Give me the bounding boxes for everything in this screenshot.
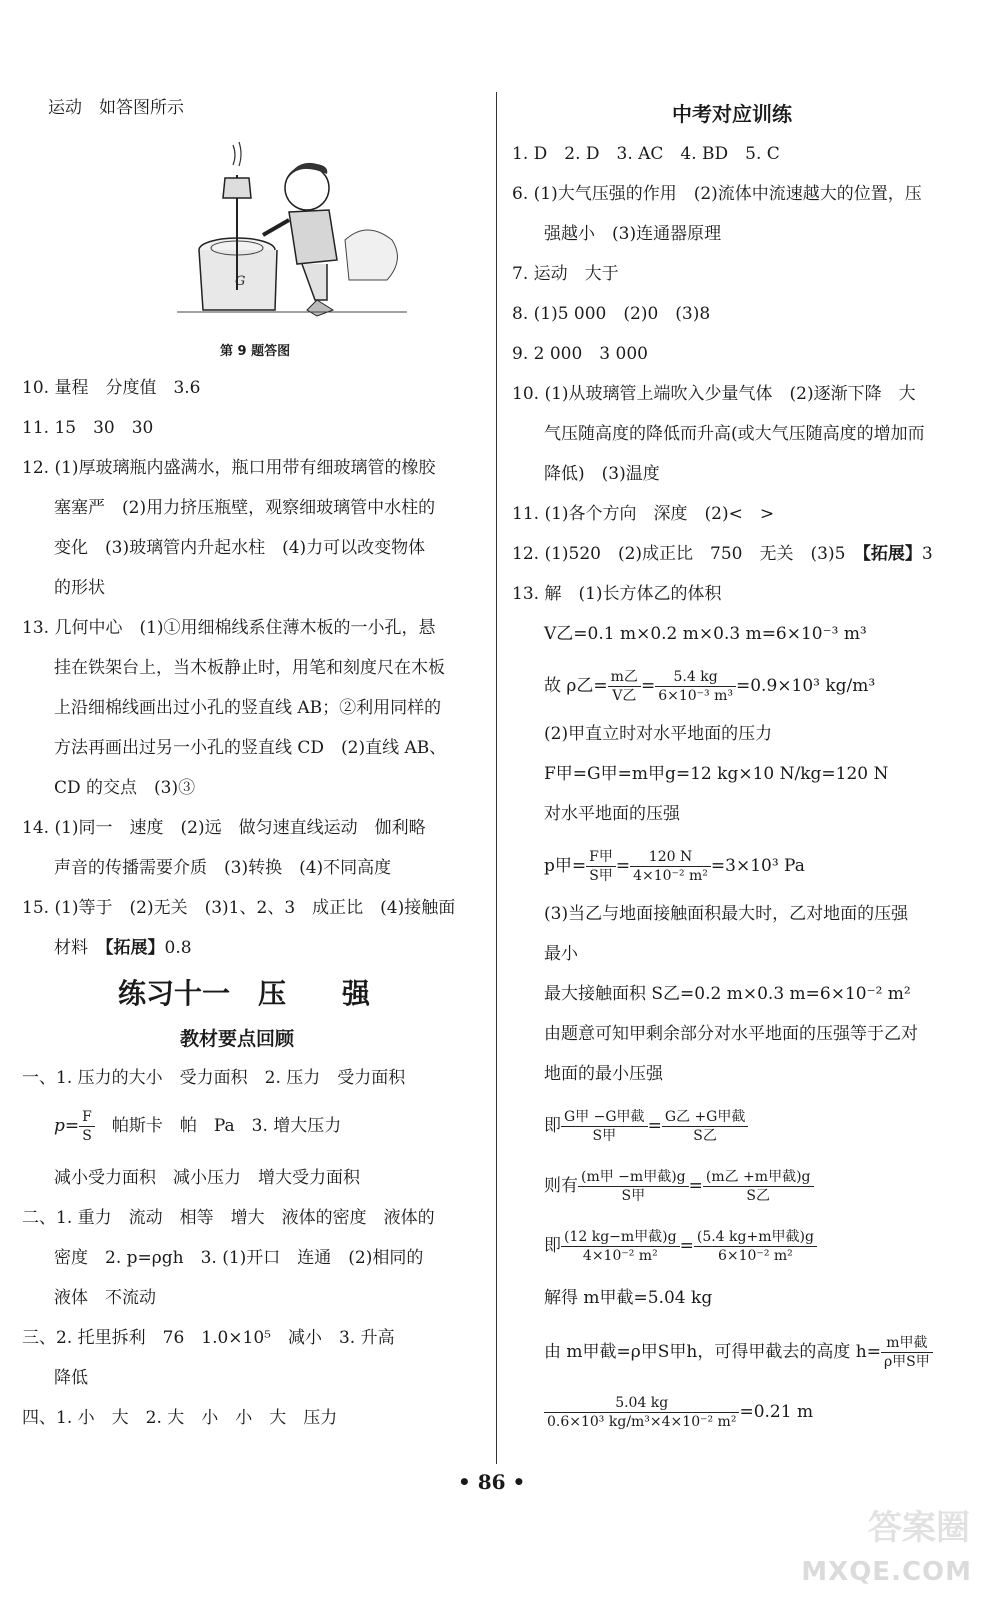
- answer-13-line1: 13. 几何中心 (1)①用细棉线系住薄木板的一小孔，悬: [22, 618, 436, 638]
- answer-12-line1: 12. (1)厚玻璃瓶内盛满水，瓶口用带有细玻璃管的橡胶: [22, 458, 436, 478]
- denominator: 6×10⁻³ m³: [658, 688, 733, 704]
- review-1-line2: [22, 1108, 341, 1145]
- answer-12-line4: 的形状: [54, 578, 105, 598]
- answer-14-line2: 声音的传播需要介质 (3)转换 (4)不同高度: [54, 858, 392, 878]
- text-line: 运动 如答图所示: [48, 98, 184, 118]
- fraction: [655, 668, 736, 705]
- section-title: 练习十一 压 强: [118, 977, 371, 1010]
- answer-12: [512, 542, 933, 566]
- right-title: 中考对应训练: [672, 102, 792, 126]
- reasoning-line2: 地面的最小压强: [544, 1064, 663, 1084]
- denominator: ρ甲S甲: [883, 1354, 930, 1370]
- figure-boy-axe-stump: [177, 140, 407, 322]
- text: p=: [54, 1116, 80, 1136]
- numerator: G甲 −G甲截: [561, 1108, 648, 1127]
- review-2-line2: 密度 2. p=ρgh 3. (1)开口 连通 (2)相同的: [54, 1248, 424, 1268]
- review-2-line3: 液体 不流动: [54, 1288, 156, 1308]
- text: 则有: [544, 1176, 578, 1196]
- answer-13-line2: 挂在铁架台上，当木板静止时，用笔和刻度尺在木板: [54, 658, 445, 678]
- numerator: 120 N: [630, 848, 711, 867]
- denominator: 4×10⁻² m²: [633, 868, 708, 884]
- numerator: F: [79, 1108, 95, 1127]
- volume-equation: V乙=0.1 m×0.2 m×0.3 m=6×10⁻³ m³: [544, 624, 867, 644]
- fraction: [561, 1108, 648, 1145]
- answer-15-line1: 15. (1)等于 (2)无关 (3)1、2、3 成正比 (4)接触面: [22, 898, 456, 918]
- review-2-line1: 二、1. 重力 流动 相等 增大 液体的密度 液体的: [22, 1208, 435, 1228]
- denominator: S乙: [746, 1188, 770, 1204]
- equation-1: [512, 1108, 748, 1145]
- denominator: S甲: [589, 868, 613, 884]
- text: =: [688, 1176, 703, 1196]
- part-3-line1: (3)当乙与地面接触面积最大时，乙对地面的压强: [544, 904, 909, 924]
- fraction: [703, 1168, 814, 1205]
- denominator: S甲: [621, 1188, 646, 1204]
- text: 12. (1)520 (2)成正比 750 无关 (3)5: [512, 544, 863, 564]
- review-1-line3: 减小受力面积 减小压力 增大受力面积: [54, 1168, 360, 1188]
- review-3-line2: 降低: [54, 1368, 88, 1388]
- section-subtitle: 教材要点回顾: [180, 1028, 295, 1050]
- answer-14-line1: 14. (1)同一 速度 (2)远 做匀速直线运动 伽利略: [22, 818, 426, 838]
- fraction-f-over-s: [79, 1108, 95, 1145]
- text: =: [679, 1236, 694, 1256]
- denominator: V乙: [612, 688, 637, 704]
- numerator: 5.04 kg: [544, 1394, 739, 1413]
- answer-9: 9. 2 000 3 000: [512, 344, 648, 364]
- text: 由 m甲截=ρ甲S甲h，可得甲截去的高度 h=: [544, 1342, 881, 1362]
- fraction: [881, 1334, 933, 1371]
- answer-1-5: 1. D 2. D 3. AC 4. BD 5. C: [512, 144, 780, 164]
- fraction: [586, 848, 616, 885]
- max-area-equation: 最大接触面积 S乙=0.2 m×0.3 m=6×10⁻² m²: [544, 984, 911, 1004]
- fraction: [694, 1228, 817, 1265]
- watermark-text: 答案圈: [868, 1508, 970, 1548]
- answer-12-line2: 塞塞严 (2)用力挤压瓶壁，观察细玻璃管中水柱的: [54, 498, 436, 518]
- extension-tag: 【拓展】: [862, 544, 922, 564]
- answer-6-line1: 6. (1)大气压强的作用 (2)流体中流速越大的位置，压: [512, 184, 922, 204]
- denominator: 6×10⁻² m²: [717, 1248, 793, 1264]
- numerator: 5.4 kg: [655, 668, 736, 687]
- review-4-line1: 四、1. 小 大 2. 大 小 小 大 压力: [22, 1408, 338, 1428]
- watermark-logo: [801, 1505, 980, 1595]
- numerator: m乙: [608, 668, 641, 687]
- text: =: [640, 676, 656, 696]
- review-3-line1: 三、2. 托里拆利 76 1.0×10⁵ 减小 3. 升高: [22, 1328, 395, 1348]
- answer-11: 11. 15 30 30: [22, 418, 154, 438]
- equation-3: [512, 1228, 817, 1265]
- answer-8: 8. (1)5 000 (2)0 (3)8: [512, 304, 711, 324]
- pressure-equation: [512, 848, 805, 885]
- denominator: S甲: [592, 1128, 617, 1144]
- numerator: (m乙 +m甲截)g: [703, 1168, 814, 1187]
- fraction: [630, 848, 711, 885]
- fraction: [578, 1168, 689, 1205]
- text: =: [647, 1116, 662, 1136]
- answer-7: 7. 运动 大于: [512, 264, 619, 284]
- text: 3: [921, 544, 933, 564]
- answer-10-line1: 10. (1)从玻璃管上端吹入少量气体 (2)逐渐下降 大: [512, 384, 916, 404]
- numerator: (12 kg−m甲截)g: [561, 1228, 680, 1247]
- extension-tag: 【拓展】: [105, 938, 165, 958]
- text: p甲=: [544, 856, 587, 876]
- force-equation: F甲=G甲=m甲g=12 kg×10 N/kg=120 N: [544, 764, 889, 784]
- text: 即: [544, 1236, 561, 1256]
- text: =: [615, 856, 631, 876]
- text: =0.9×10³ kg/m³: [735, 676, 876, 696]
- equation-2: [512, 1168, 814, 1205]
- part-3-line2: 最小: [544, 944, 578, 964]
- denominator: 0.6×10³ kg/m³×4×10⁻² m²: [547, 1414, 737, 1430]
- review-1-line1: 一、1. 压力的大小 受力面积 2. 压力 受力面积: [22, 1068, 406, 1088]
- solution-line: 解得 m甲截=5.04 kg: [544, 1288, 713, 1308]
- denominator: S乙: [693, 1128, 717, 1144]
- fraction: [608, 668, 641, 705]
- text: =0.21 m: [739, 1402, 814, 1422]
- final-result: [512, 1394, 813, 1431]
- text: 0.8: [164, 938, 192, 958]
- answer-10-line2: 气压随高度的降低而升高(或大气压随高度的增加而: [544, 424, 925, 444]
- numerator: (5.4 kg+m甲截)g: [694, 1228, 817, 1247]
- answer-10-line3: 降低) (3)温度: [544, 464, 660, 484]
- figure-caption: 第 9 题答图: [220, 344, 291, 359]
- reasoning-line1: 由题意可知甲剩余部分对水平地面的压强等于乙对: [544, 1024, 918, 1044]
- numerator: (m甲 −m甲截)g: [578, 1168, 689, 1187]
- answer-11: 11. (1)各个方向 深度 (2)< >: [512, 504, 775, 524]
- text: 材料: [54, 938, 105, 958]
- numerator: G乙 +G甲截: [662, 1108, 749, 1127]
- answer-13-heading: 13. 解 (1)长方体乙的体积: [512, 584, 722, 604]
- denominator: 4×10⁻² m²: [582, 1248, 658, 1264]
- answer-13-line5: CD 的交点 (3)③: [54, 778, 196, 798]
- answer-13-line4: 方法再画出过另一小孔的竖直线 CD (2)直线 AB、: [54, 738, 447, 758]
- fraction: [544, 1394, 739, 1431]
- text: 帕斯卡 帕 Pa 3. 增大压力: [94, 1116, 342, 1136]
- fraction: [561, 1228, 680, 1265]
- numerator: F甲: [586, 848, 616, 867]
- page-number: • 86 •: [458, 1470, 526, 1494]
- answer-15-line2: [22, 936, 192, 960]
- height-equation: [512, 1334, 933, 1371]
- text: 故 ρ乙=: [544, 676, 608, 696]
- svg-text:G: G: [235, 274, 246, 289]
- text: 即: [544, 1116, 561, 1136]
- answer-6-line2: 强越小 (3)连通器原理: [544, 224, 722, 244]
- numerator: m甲截: [881, 1334, 933, 1353]
- text: =3×10³ Pa: [710, 856, 805, 876]
- pressure-heading: 对水平地面的压强: [544, 804, 680, 824]
- answer-10: 10. 量程 分度值 3.6: [22, 378, 201, 398]
- answer-13-line3: 上沿细棉线画出过小孔的竖直线 AB；②利用同样的: [54, 698, 442, 718]
- answer-12-line3: 变化 (3)玻璃管内升起水柱 (4)力可以改变物体: [54, 538, 426, 558]
- watermark-url: MXQE.COM: [801, 1557, 972, 1587]
- part-2-heading: (2)甲直立时对水平地面的压力: [544, 724, 773, 744]
- fraction: [662, 1108, 749, 1145]
- column-divider: [496, 92, 497, 1464]
- density-equation: [512, 668, 875, 705]
- denominator: S: [82, 1128, 92, 1144]
